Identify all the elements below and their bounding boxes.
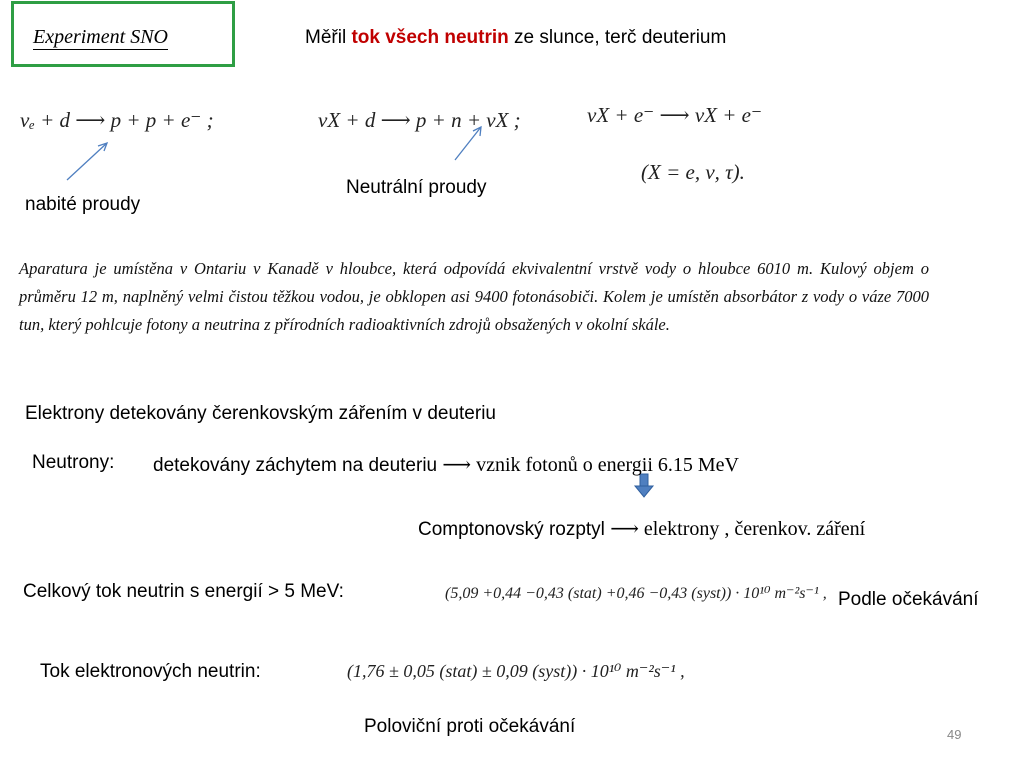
down-arrow-icon xyxy=(635,474,653,497)
electron-flux-label: Tok elektronových neutrin: xyxy=(40,661,261,682)
total-flux-note: Podle očekávání xyxy=(838,589,979,610)
compton-line xyxy=(418,516,865,541)
neutral-current-arrow xyxy=(455,127,481,160)
apparatus-paragraph: Aparatura je umístěna v Ontariu v Kanadě v hloubce, která odpovídá ekvivalentní vrstvě vody o hloubce 6010 m. Kulový objem o průměru 12 m, naplněný velmi čistou těžkou vodou, je obklopen asi 9400 fotonásobiči. Kolem je umístěn absorbátor z vody o váze 7000 tun, který pohlcuje fotony a neutrina z přírodních radioaktivních zdrojů obsažených v okolní skále. xyxy=(19,259,929,334)
electron-flux-formula: (1,76 ± 0,05 (stat) ± 0,09 (syst)) · 10¹⁰ m⁻²s⁻¹ , xyxy=(347,661,685,681)
electron-flux-note: Poloviční proti očekávání xyxy=(364,716,576,737)
reaction-neutral-current: νX + d ⟶ p + n + νX ; xyxy=(318,108,521,132)
label-neutral-currents: Neutrální proudy xyxy=(346,177,487,198)
label-charged-currents: nabité proudy xyxy=(25,194,141,215)
compton-result: ⟶ elektrony , čerenkov. záření xyxy=(610,518,866,540)
compton-text: Comptonovský rozptyl xyxy=(418,519,605,540)
header-prefix: Měřil xyxy=(305,27,352,48)
neutrons-detection: detekovány záchytem na deuteriu xyxy=(153,455,438,476)
neutrons-result: ⟶ vznik fotonů o energii 6.15 MeV xyxy=(442,454,739,476)
reaction-elastic-scattering: νX + e⁻ ⟶ νX + e⁻ xyxy=(587,103,763,127)
total-flux-label: Celkový tok neutrin s energií > 5 MeV: xyxy=(23,581,344,602)
experiment-title: Experiment SNO xyxy=(33,26,168,48)
page-number: 49 xyxy=(947,727,962,742)
header-highlight: tok všech neutrin xyxy=(351,27,509,48)
charged-current-arrow xyxy=(67,143,107,180)
electrons-detection-line: Elektrony detekovány čerenkovským zářením v deuteriu xyxy=(25,403,496,424)
neutrons-text xyxy=(153,452,739,477)
neutrons-label: Neutrony: xyxy=(32,452,115,473)
header-suffix: ze slunce, terč deuterium xyxy=(508,27,727,48)
reaction-charged-current: νₑ + d ⟶ p + p + e⁻ ; xyxy=(20,108,214,132)
reaction-flavors: (X = e, ν, τ). xyxy=(641,160,745,184)
total-flux-formula: (5,09 +0,44 −0,43 (stat) +0,46 −0,43 (syst)) · 10¹⁰ m⁻²s⁻¹ , xyxy=(445,585,827,602)
